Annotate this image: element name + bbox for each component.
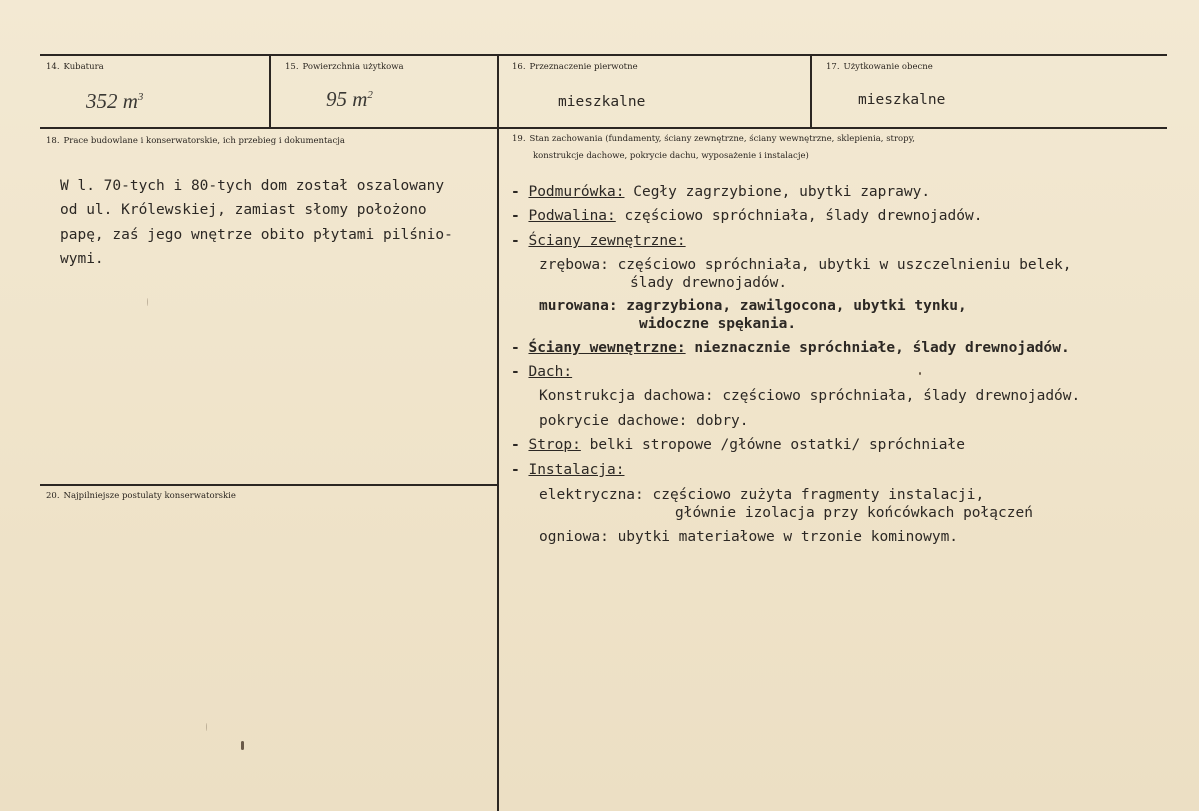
field-17-value: mieszkalne <box>858 92 946 108</box>
konstrukcja-dachowa-line: Konstrukcja dachowa: częściowo spróchniała, ślady drewnojadów. <box>539 388 1081 404</box>
top-rule <box>40 54 1167 56</box>
podmurowka-heading: Podmurówka: <box>528 184 625 200</box>
sciany-wewnetrzne-row: - Ściany wewnętrzne: nieznacznie spróchniałe, ślady drewnojadów. <box>511 340 1070 356</box>
field-19-label: 19. Stan zachowania (fundamenty, ściany zewnętrzne, ściany wewnętrzne, sklepienia, stropy, <box>512 134 915 144</box>
murowana-line-1: murowana: zagrzybiona, zawilgocona, ubytki tynku, <box>539 298 967 314</box>
sciany-zewnetrzne-row: - Ściany zewnętrzne: <box>511 233 686 249</box>
field-18-label: 18. Prace budowlane i konserwatorskie, ich przebieg i dokumentacja <box>46 136 345 146</box>
ogniowa-line: ogniowa: ubytki materiałowe w trzonie kominowym. <box>539 529 959 545</box>
paper-speck <box>206 723 207 731</box>
pokrycie-dachowe-line: pokrycie dachowe: dobry. <box>539 413 749 429</box>
sciany-wewnetrzne-heading: Ściany wewnętrzne: <box>528 340 686 356</box>
elektryczna-line-1: elektryczna: częściowo zużyta fragmenty instalacji, <box>539 487 985 503</box>
field-17-label: 17. Użytkowanie obecne <box>826 62 933 72</box>
murowana-line-2: widoczne spękania. <box>639 316 797 332</box>
left-section-divider <box>40 484 498 486</box>
zrebowa-line-2: ślady drewnojadów. <box>630 275 788 291</box>
podwalina-heading: Podwalina: <box>528 208 616 224</box>
field-16-label: 16. Przeznaczenie pierwotne <box>512 62 638 72</box>
field-15-label: 15. Powierzchnia użytkowa <box>285 62 404 72</box>
col-divider-1 <box>269 55 271 128</box>
instalacja-heading: Instalacja: <box>528 462 625 478</box>
col-divider-3 <box>810 55 812 128</box>
strop-row: - Strop: belki stropowe /główne ostatki/ spróchniałe <box>511 437 965 453</box>
dach-row: - Dach: <box>511 364 573 380</box>
col-divider-2 <box>497 55 499 811</box>
field-16-value: mieszkalne <box>558 94 646 110</box>
sciany-zewnetrzne-heading: Ściany zewnętrzne: <box>528 233 686 249</box>
elektryczna-line-2: głównie izolacja przy końcówkach połączeń <box>675 505 1033 521</box>
row-divider <box>40 127 1167 129</box>
zrebowa-line-1: zrębowa: częściowo spróchniała, ubytki w uszczelnieniu belek, <box>539 257 1072 273</box>
dach-heading: Dach: <box>528 364 573 380</box>
strop-heading: Strop: <box>528 437 581 453</box>
field-18-line-1: W l. 70-tych i 80-tych dom został oszalowany <box>60 178 445 194</box>
paper-speck <box>241 741 244 750</box>
field-18-line-3: papę, zaś jego wnętrze obito płytami pilśnio- <box>60 227 453 243</box>
paper-speck <box>147 298 148 306</box>
instalacja-row: - Instalacja: <box>511 462 625 478</box>
field-14-value: 352 $m^3$ <box>86 89 144 113</box>
field-20-label: 20. Najpilniejsze postulaty konserwatorskie <box>46 491 236 501</box>
paper-speck <box>919 372 921 375</box>
podmurowka-row: - Podmurówka: Cegły zagrzybione, ubytki zaprawy. <box>511 184 931 200</box>
field-19-label-cont: konstrukcje dachowe, pokrycie dachu, wyposażenie i instalacje) <box>533 151 809 161</box>
field-18-line-2: od ul. Królewskiej, zamiast słomy położono <box>60 202 427 218</box>
field-15-value: 95 $m^2$ <box>326 87 373 111</box>
field-18-line-4: wymi. <box>60 251 104 267</box>
podwalina-row: - Podwalina: częściowo spróchniała, ślady drewnojadów. <box>511 208 983 224</box>
field-14-label: 14. Kubatura <box>46 62 104 72</box>
